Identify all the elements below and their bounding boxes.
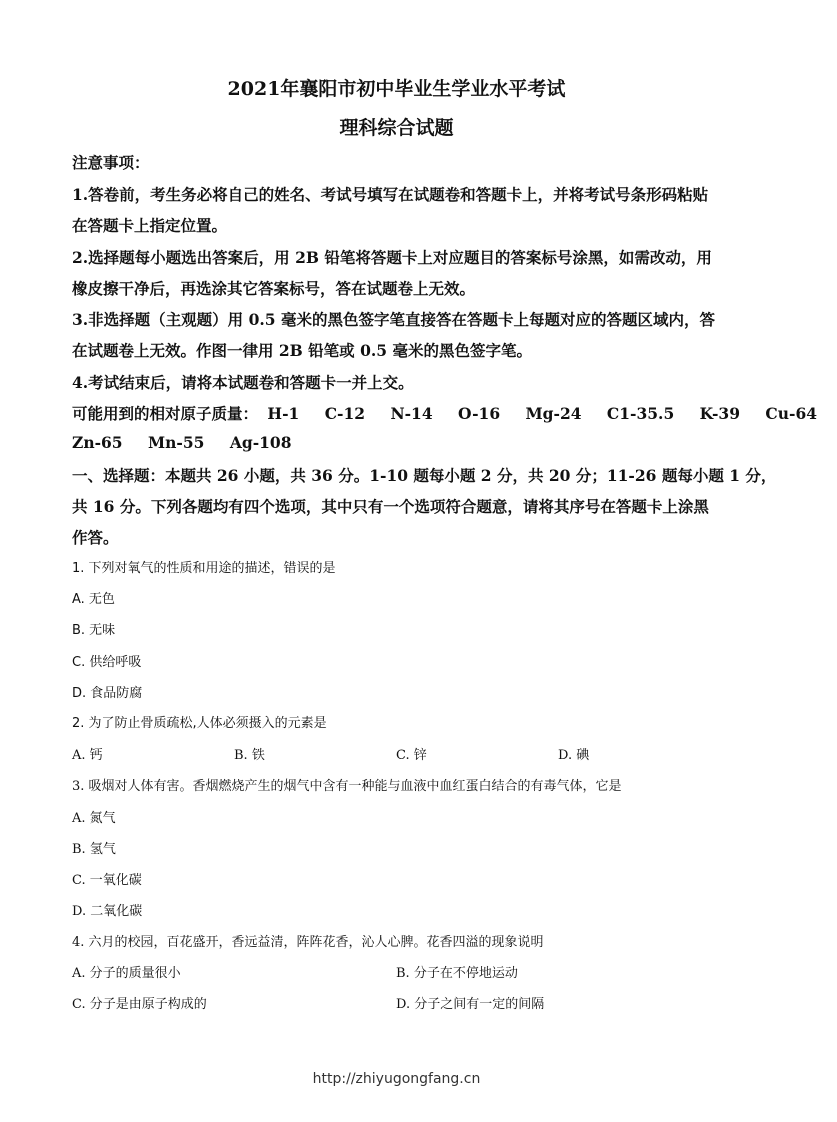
note-2-line-1: 2.选择题每小题选出答案后，用 2B 铅笔将答题卡上对应题目的答案标号涂黑，如需改动，用 — [72, 248, 712, 267]
exam-title: 2021年襄阳市初中毕业生学业水平考试 — [227, 78, 566, 100]
question-1-option-c: C. 供给呼吸 — [72, 655, 142, 670]
question-1-option-b: B. 无味 — [72, 623, 116, 638]
footer-url: http://zhiyugongfang.cn — [312, 1071, 481, 1087]
atomic-mass: Mg-24 — [525, 404, 582, 423]
atomic-mass: N-14 — [390, 404, 433, 423]
atomic-mass: Mn-55 — [148, 433, 205, 452]
atomic-mass: C-12 — [324, 404, 366, 423]
question-3-option-c: C. 一氧化碳 — [72, 873, 142, 888]
notes-heading: 注意事项： — [72, 153, 150, 172]
question-4-option-d: D. 分子之间有一定的间隔 — [396, 997, 545, 1012]
question-2-option-b: B. 铁 — [234, 748, 265, 763]
atomic-masses-label: 可能用到的相对原子质量： — [72, 404, 259, 423]
atomic-mass: C1-35.5 — [606, 404, 675, 423]
question-3-option-b: B. 氢气 — [72, 842, 116, 857]
question-1-option-d: D. 食品防腐 — [72, 686, 143, 701]
atomic-mass: Zn-65 — [72, 433, 123, 452]
note-2-line-2: 橡皮擦干净后，再选涂其它答案标号，答在试题卷上无效。 — [72, 279, 476, 298]
question-3-option-d: D. 二氧化碳 — [72, 904, 143, 919]
atomic-masses-row-1 — [72, 402, 837, 424]
note-3-line-2: 在试题卷上无效。作图一律用 2B 铅笔或 0.5 毫米的黑色签字笔。 — [72, 341, 532, 360]
atomic-masses-row-2 — [72, 433, 312, 452]
question-4-stem: 4. 六月的校园，百花盛开，香远益清，阵阵花香，沁人心脾。花香四溢的现象说明 — [72, 935, 544, 950]
question-3-option-a: A. 氮气 — [72, 811, 116, 826]
section-intro-line-1: 一、选择题：本题共 26 小题，共 36 分。1-10 题每小题 2 分，共 20 分；11-26 题每小题 1 分， — [72, 466, 777, 485]
atomic-mass: Ag-108 — [229, 433, 292, 452]
question-3-stem: 3. 吸烟对人体有害。香烟燃烧产生的烟气中含有一种能与血液中血红蛋白结合的有毒气体，它是 — [72, 779, 622, 794]
question-1-stem: 1. 下列对氧气的性质和用途的描述，错误的是 — [72, 561, 336, 576]
question-4-option-a: A. 分子的质量很小 — [72, 966, 181, 981]
question-1-option-a: A. 无色 — [72, 592, 115, 607]
atomic-mass: O-16 — [458, 404, 501, 423]
atomic-mass: Cu-64 — [765, 404, 818, 423]
section-intro-line-3: 作答。 — [72, 528, 119, 547]
question-2-option-d: D. 碘 — [558, 748, 590, 763]
question-2-stem: 2. 为了防止骨质疏松,人体必须摄入的元素是 — [72, 716, 327, 731]
section-intro-line-2: 共 16 分。下列各题均有四个选项，其中只有一个选项符合题意，请将其序号在答题卡上涂黑 — [72, 497, 709, 516]
question-2-option-a: A. 钙 — [72, 748, 103, 763]
note-1-line-2: 在答题卡上指定位置。 — [72, 216, 228, 235]
atomic-mass: K-39 — [699, 404, 740, 423]
question-4-option-c: C. 分子是由原子构成的 — [72, 997, 207, 1012]
atomic-mass: H-1 — [267, 404, 300, 423]
question-2-option-c: C. 锌 — [396, 748, 427, 763]
exam-subtitle: 理科综合试题 — [339, 117, 454, 139]
note-4: 4.考试结束后，请将本试题卷和答题卡一并上交。 — [72, 373, 414, 392]
note-1-line-1: 1.答卷前，考生务必将自己的姓名、考试号填写在试题卷和答题卡上，并将考试号条形码粘贴 — [72, 185, 709, 204]
note-3-line-1: 3.非选择题（主观题）用 0.5 毫米的黑色签字笔直接答在答题卡上每题对应的答题区域内，答 — [72, 310, 715, 329]
question-4-option-b: B. 分子在不停地运动 — [396, 966, 518, 981]
